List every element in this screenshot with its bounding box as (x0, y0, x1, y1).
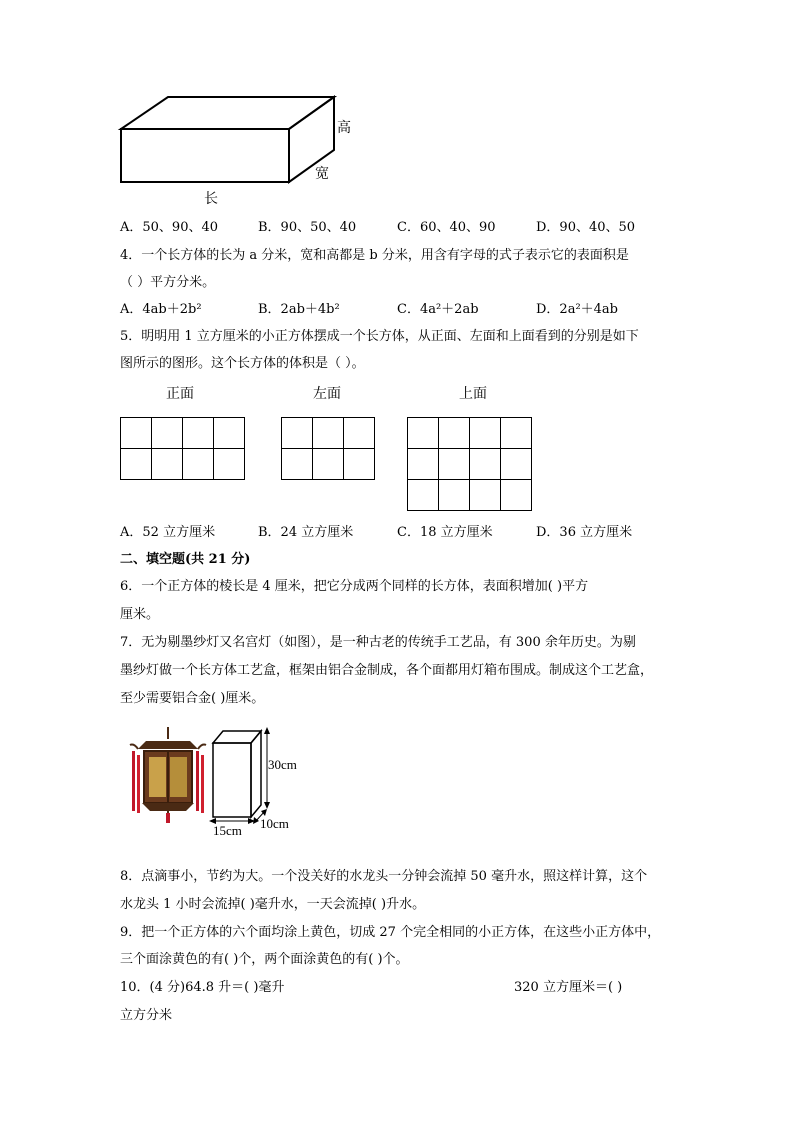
q7-text-line3: 至少需要铝合金( )厘米。 (120, 691, 265, 706)
q5-option-a[interactable]: A．52 立方厘米 (120, 525, 216, 540)
view-label-left: 左面 (313, 386, 341, 402)
q7-text-line2: 墨纱灯做一个长方体工艺盒，框架由铝合金制成，各个面都用灯箱布围成。制成这个工艺盒， (120, 663, 654, 678)
front-view-grid (120, 417, 246, 481)
q4-option-c[interactable]: C．4a²＋2ab (397, 302, 479, 317)
q10-part1: 10．(4 分)64.8 升＝( )毫升 (120, 980, 285, 995)
q10-part2: 320 立方厘米＝( ) (514, 980, 623, 995)
q5-option-b[interactable]: B．24 立方厘米 (258, 525, 354, 540)
box-width-label: 10cm (260, 816, 289, 831)
q4-text-line2: （ ）平方分米。 (120, 275, 216, 290)
q6-text-line2: 厘米。 (120, 607, 160, 622)
cuboid-figure (115, 92, 355, 212)
q5-text-line2: 图所示的图形。这个长方体的体积是（ ）。 (120, 356, 365, 371)
q3-option-b[interactable]: B．90、50、40 (258, 220, 357, 235)
cuboid-length-label: 长 (204, 191, 218, 207)
q5-option-d[interactable]: D．36 立方厘米 (536, 525, 633, 540)
q9-text-line1: 9．把一个正方体的六个面均涂上黄色，切成 27 个完全相同的小正方体，在这些小正方体中， (120, 925, 661, 940)
q8-text-line2: 水龙头 1 小时会流掉( )毫升水，一天会流掉( )升水。 (120, 897, 426, 912)
q4-option-a[interactable]: A．4ab＋2b² (120, 302, 202, 317)
q4-option-d[interactable]: D．2a²＋4ab (536, 302, 618, 317)
q9-text-line2: 三个面涂黄色的有( )个，两个面涂黄色的有( )个。 (120, 952, 409, 967)
q3-option-d[interactable]: D．90、40、50 (536, 220, 636, 235)
q3-option-a[interactable]: A．50、90、40 (120, 220, 219, 235)
q7-text-line1: 7．无为剔墨纱灯又名宫灯（如图），是一种古老的传统手工艺品，有 300 余年历史。为剔 (120, 635, 636, 650)
box-height-label: 30cm (268, 757, 297, 772)
q6-text-line1: 6．一个正方体的棱长是 4 厘米，把它分成两个同样的长方体，表面积增加( )平方 (120, 579, 589, 594)
q8-text-line1: 8．点滴事小，节约为大。一个没关好的水龙头一分钟会流掉 50 毫升水，照这样计算，这个 (120, 869, 648, 884)
q10-text-line2: 立方分米 (120, 1008, 173, 1023)
box-figure (205, 725, 275, 825)
cuboid-width-label: 宽 (315, 166, 329, 182)
q4-text-line1: 4．一个长方体的长为 a 分米，宽和高都是 b 分米，用含有字母的式子表示它的表面积是 (120, 248, 629, 263)
q3-option-c[interactable]: C．60、40、90 (397, 220, 496, 235)
top-view-grid (407, 417, 533, 512)
left-view-grid (281, 417, 376, 481)
cuboid-height-label: 高 (337, 120, 351, 136)
q5-option-c[interactable]: C．18 立方厘米 (397, 525, 493, 540)
section-title-fill-in: 二、填空题(共 21 分) (120, 552, 251, 567)
palace-lantern-image (128, 725, 208, 825)
q4-option-b[interactable]: B．2ab＋4b² (258, 302, 340, 317)
view-label-top: 上面 (459, 386, 487, 402)
box-length-label: 15cm (213, 823, 242, 838)
view-label-front: 正面 (166, 386, 194, 402)
q5-text-line1: 5．明明用 1 立方厘米的小正方体摆成一个长方体，从正面、左面和上面看到的分别是如下 (120, 329, 639, 344)
